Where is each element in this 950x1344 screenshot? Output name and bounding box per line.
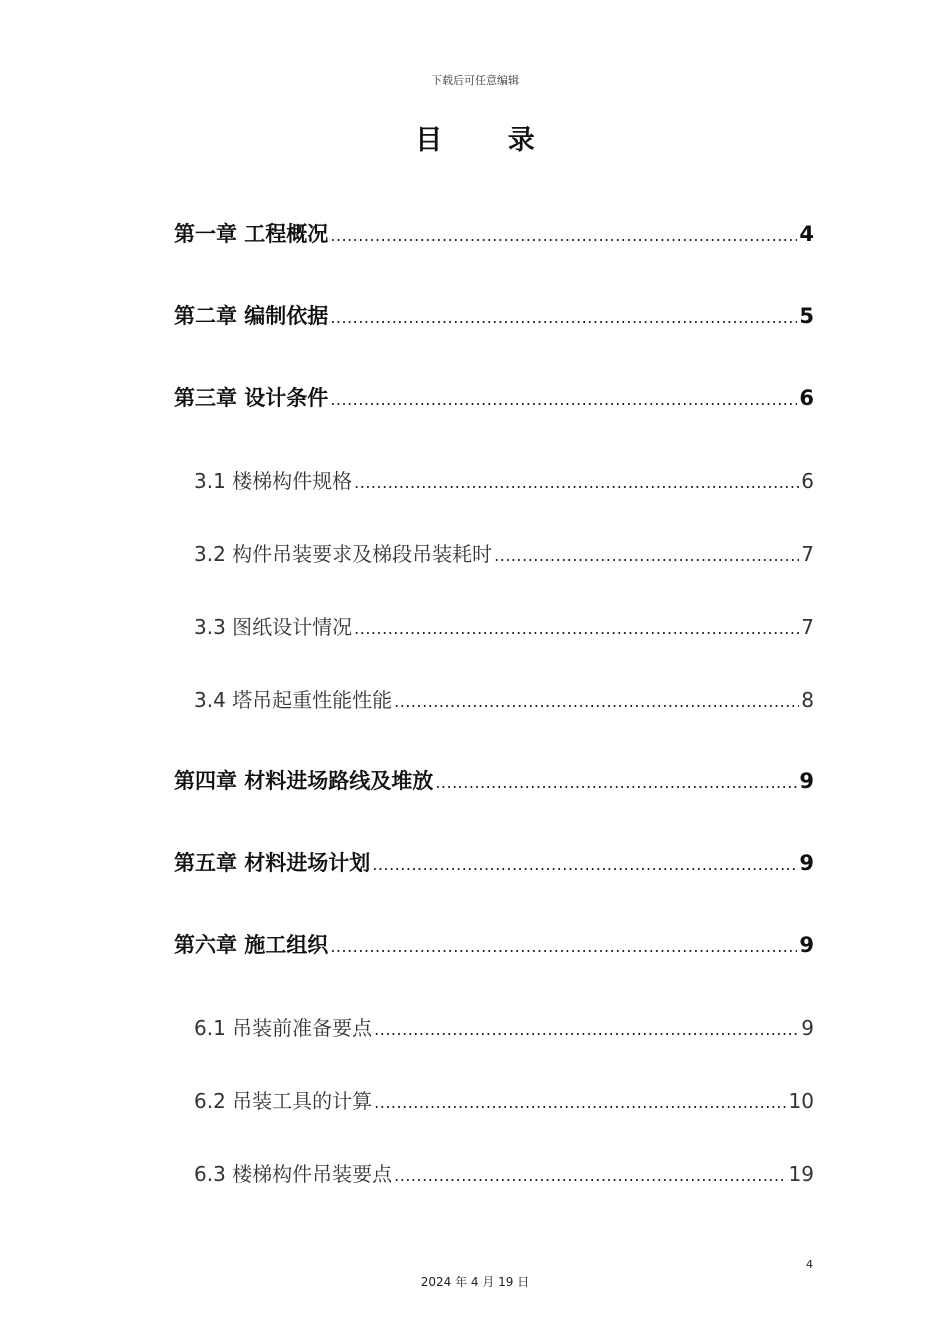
toc-entry-section-3-4[interactable] — [194, 684, 814, 713]
page-number: 4 — [806, 1258, 813, 1271]
toc-entry-section-3-1[interactable] — [194, 465, 814, 494]
toc-entry-page: 7 — [801, 542, 814, 566]
toc-entry-page: 4 — [799, 222, 814, 246]
toc-entry-label: 第四章 材料进场路线及堆放 — [174, 769, 434, 793]
toc-entry-page: 5 — [799, 304, 814, 328]
toc-leader-dots — [494, 546, 799, 565]
toc-leader-dots — [372, 855, 797, 874]
toc-entry-chapter-3[interactable] — [174, 382, 814, 412]
toc-leader-dots — [330, 937, 797, 956]
toc-entry-chapter-2[interactable] — [174, 300, 814, 330]
toc-entry-page: 9 — [801, 1016, 814, 1040]
toc-entry-section-6-2[interactable] — [194, 1085, 814, 1114]
toc-entry-page: 10 — [788, 1089, 814, 1113]
toc-entry-page: 9 — [799, 769, 814, 793]
toc-entry-label: 6.1 吊装前准备要点 — [194, 1016, 373, 1040]
toc-leader-dots — [354, 473, 799, 492]
toc-leader-dots — [394, 1166, 786, 1185]
header-note: 下载后可任意编辑 — [431, 74, 519, 87]
toc-leader-dots — [435, 773, 797, 792]
toc-entry-section-3-2[interactable] — [194, 538, 814, 567]
toc-leader-dots — [354, 619, 799, 638]
toc-entry-page: 6 — [799, 386, 814, 410]
toc-entry-chapter-4[interactable] — [174, 765, 814, 795]
toc-entry-label: 第六章 施工组织 — [174, 933, 329, 957]
toc-entry-page: 9 — [799, 851, 814, 875]
toc-entry-page: 8 — [801, 688, 814, 712]
toc-entry-label: 第五章 材料进场计划 — [174, 851, 371, 875]
toc-entry-page: 19 — [788, 1162, 814, 1186]
toc-entry-label: 第一章 工程概况 — [174, 222, 329, 246]
toc-leader-dots — [330, 390, 797, 409]
toc-entry-label: 3.4 塔吊起重性能性能 — [194, 688, 393, 712]
toc-entry-chapter-1[interactable] — [174, 218, 814, 248]
footer-date: 2024 年 4 月 19 日 — [420, 1275, 530, 1289]
toc-entry-section-6-3[interactable] — [194, 1158, 814, 1187]
toc-leader-dots — [330, 226, 797, 245]
page-title: 目 录 — [415, 125, 563, 156]
toc-entry-page: 6 — [801, 469, 814, 493]
toc-entry-label: 第三章 设计条件 — [174, 386, 329, 410]
toc-entry-label: 第二章 编制依据 — [174, 304, 329, 328]
toc-entry-section-6-1[interactable] — [194, 1012, 814, 1041]
toc-entry-label: 3.2 构件吊装要求及梯段吊装耗时 — [194, 542, 493, 566]
toc-entry-label: 3.1 楼梯构件规格 — [194, 469, 353, 493]
toc-leader-dots — [374, 1020, 799, 1039]
toc-entry-section-3-3[interactable] — [194, 611, 814, 640]
toc-entry-chapter-5[interactable] — [174, 847, 814, 877]
toc-leader-dots — [394, 692, 799, 711]
toc-entry-chapter-6[interactable] — [174, 929, 814, 959]
toc-entry-label: 6.3 楼梯构件吊装要点 — [194, 1162, 393, 1186]
toc-entry-page: 9 — [799, 933, 814, 957]
toc-leader-dots — [330, 308, 797, 327]
toc-leader-dots — [374, 1093, 786, 1112]
toc-entry-page: 7 — [801, 615, 814, 639]
toc-entry-label: 3.3 图纸设计情况 — [194, 615, 353, 639]
toc-entry-label: 6.2 吊装工具的计算 — [194, 1089, 373, 1113]
